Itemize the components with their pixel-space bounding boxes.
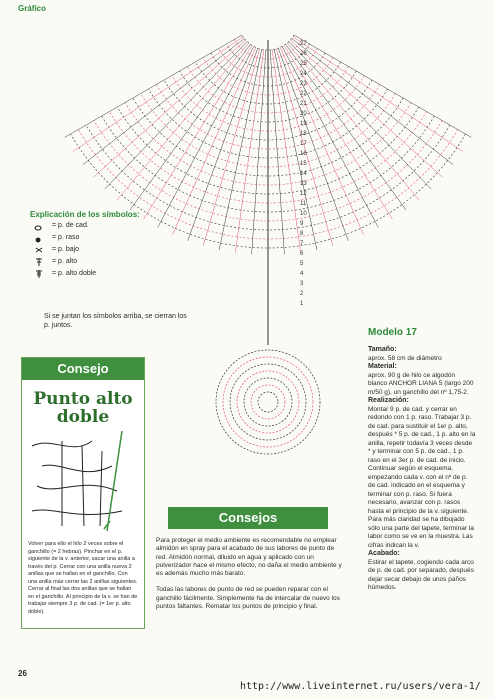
symbol-legend bbox=[30, 209, 180, 280]
legend-item bbox=[30, 256, 180, 268]
chart-row-number: 6 bbox=[300, 251, 304, 257]
legend-item bbox=[30, 268, 180, 280]
chart-row-number: 14 bbox=[300, 171, 307, 177]
modelo-section-title: Acabado: bbox=[368, 550, 400, 557]
chart-row-number: 3 bbox=[300, 281, 304, 287]
chart-row-number: 16 bbox=[300, 151, 307, 157]
modelo-title: Modelo 17 bbox=[368, 327, 417, 338]
chart-row-number: 1 bbox=[300, 301, 304, 307]
chart-row-number: 11 bbox=[300, 201, 307, 207]
double-crochet-symbol bbox=[30, 257, 52, 267]
chart-stitch-column bbox=[294, 35, 472, 138]
section-label: Gráfico bbox=[18, 4, 47, 13]
legend-item bbox=[30, 220, 180, 232]
chart-stitch-column bbox=[292, 38, 454, 164]
consejos-paragraph-2: Todas las labores de punto de red se pueden reparar con el ganchillo fácilmente. Simplemente ha de intercalar de nuevo los puntos faltantes. Rematar los puntos de principio y final. bbox=[156, 586, 340, 611]
chart-circle-round bbox=[223, 357, 313, 447]
chart-stitch-column bbox=[130, 44, 250, 210]
chart-stitch-column bbox=[64, 35, 242, 138]
chart-circle-round bbox=[216, 350, 320, 454]
chart-stitch-column bbox=[117, 43, 249, 200]
legend-item bbox=[30, 232, 180, 244]
chart-stitch-column bbox=[188, 48, 258, 241]
legend-note: Si se juntan los símbolos arriba, se cierran los p. juntos. bbox=[44, 313, 187, 329]
chart-stitch-column bbox=[252, 50, 266, 255]
slip-stitch-symbol bbox=[30, 233, 52, 243]
chart-row-number: 4 bbox=[300, 271, 304, 277]
modelo-section-title: Realización: bbox=[368, 397, 409, 404]
chart-stitch-column bbox=[235, 50, 264, 253]
modelo-section-text: aprox. 58 cm de diámetro bbox=[368, 354, 442, 362]
consejo-heading: Consejo bbox=[22, 358, 144, 380]
chart-stitch-column bbox=[83, 38, 245, 164]
chart-stitch-column bbox=[293, 37, 463, 152]
legend-item-label: = p. raso bbox=[52, 234, 80, 241]
consejos-heading: Consejos bbox=[168, 507, 328, 529]
chart-stitch-column bbox=[282, 46, 378, 227]
chart-circle-round bbox=[258, 392, 278, 412]
chart-circle-round bbox=[251, 385, 285, 419]
modelo-section-text: aprox. 90 g de hilo ce algodón blanco ANCHOR LIANA 5 (largo 200 m/50 g), un ganchillo del nº 1,75-2. bbox=[368, 371, 474, 396]
chart-row-number: 13 bbox=[300, 181, 307, 187]
chart-row-number: 21 bbox=[300, 101, 307, 107]
legend-item-label: = p. alto bbox=[52, 258, 78, 265]
chart-row-number: 9 bbox=[300, 221, 304, 227]
chart-row-number: 8 bbox=[300, 231, 304, 237]
consejo-box bbox=[21, 357, 145, 629]
legend-item-label: = p. de cad. bbox=[52, 222, 89, 229]
chart-row-number: 25 bbox=[300, 61, 307, 67]
consejo-title-line2: doble bbox=[56, 407, 110, 427]
chart-stitch-column bbox=[73, 37, 243, 152]
legend-item bbox=[30, 244, 180, 256]
consejos-paragraph-1: Para proteger el medio ambiente es recomendable no emplear almidón en spray para el acabado de sus labores de punto de red. Almidón normal, diluido en agua y aplicado con un pulverizador hace el mismo efecto, no daña el medio ambiente y es además mucho más barato. bbox=[156, 537, 342, 578]
single-crochet-symbol bbox=[30, 245, 52, 255]
chain-stitch-symbol bbox=[30, 221, 52, 231]
modelo-instructions bbox=[368, 327, 476, 593]
chart-stitch-column bbox=[290, 40, 442, 177]
chart-row-number: 20 bbox=[300, 111, 307, 117]
chart-row-number: 15 bbox=[300, 161, 307, 167]
chart-row-number: 12 bbox=[300, 191, 307, 197]
legend-title: Explicación de los símbolos: bbox=[30, 210, 140, 219]
modelo-section-text: Montar 9 p. de cad. y cerrar en redondo con 1 p. raso. Trabajar 3 p. de cad. para sustituir el 1er p. alto, después * 5 p. de cad., 1 p. alto en la anilla, repetir todavía 3 veces desde * y terminar con 5 p. de cad., 1 p. raso en el 3er p. de cad. de inicio. Continuar según el esquema, empezando cada v. con el nº de p. de cad. indicado en el esquema y terminar con p. raso. Si fuera necesario, avanzar con p. rasos hasta el principio de la v. siguiente. Para más claridad se ha dibujado sólo una parte del tapete, terminar la labor como se ve en la muestra. Las cifras indican la v. bbox=[368, 405, 476, 549]
chart-row-number: 2 bbox=[300, 291, 304, 297]
chart-row-number: 17 bbox=[300, 141, 307, 147]
chart-circle-round bbox=[230, 364, 306, 440]
chart-stitch-column bbox=[274, 49, 317, 250]
source-url: http://www.liveinternet.ru/users/vera-1/ bbox=[240, 681, 481, 692]
chart-row-number: 5 bbox=[300, 261, 304, 267]
chart-row-number: 23 bbox=[300, 81, 307, 87]
chart-row-number: 26 bbox=[300, 51, 307, 57]
stitch-illustration-image bbox=[22, 426, 142, 536]
chart-row-number: 27 bbox=[300, 41, 307, 47]
consejo-title-line1: Punto alto bbox=[33, 389, 133, 409]
chart-stitch-column bbox=[219, 49, 262, 250]
modelo-section-text: Estirar el tapete, cogiendo cada arco de p. de cad. por separado, después dejar secar debajo de unos paños húmedos. bbox=[368, 558, 474, 591]
chart-row-number: 22 bbox=[300, 91, 307, 97]
consejos-box bbox=[156, 507, 344, 627]
chart-stitch-column bbox=[287, 43, 419, 200]
chart-row-number: 7 bbox=[300, 241, 304, 247]
page-number: 26 bbox=[18, 669, 27, 678]
modelo-section-title: Tamaño: bbox=[368, 346, 397, 353]
treble-crochet-symbol bbox=[30, 269, 52, 279]
modelo-section-title: Material: bbox=[368, 363, 397, 370]
chart-circle-round bbox=[237, 371, 299, 433]
chart-row-number: 10 bbox=[300, 211, 307, 217]
chart-stitch-column bbox=[93, 40, 245, 177]
chart-stitch-column bbox=[158, 46, 254, 227]
legend-item-label: = p. bajo bbox=[52, 246, 80, 253]
consejo-text: Volver para ello el hilo 2 veces sobre el ganchillo (= 2 hebras). Pinchar en el p. siguiente de la v. anterior, sacar una anilla a través del p. Cerrar con una anilla nueva 2 anillas que se hallan en el ganchillo. Con una anilla más cerrar las 2 anillas siguientes. Cerrar al final las dos anillas que se hallan en el ganchillo. Al principio de la v. se han de trabajar siempre 3 p. de cad. (= 1er p. alto doble). bbox=[28, 541, 138, 615]
chart-stitch-column bbox=[270, 50, 284, 255]
chart-row-number: 18 bbox=[300, 131, 307, 137]
chart-row-number: 24 bbox=[300, 71, 307, 77]
chart-stitch-column bbox=[272, 50, 301, 253]
legend-item-label: = p. alto doble bbox=[52, 270, 97, 277]
chart-row-number: 19 bbox=[300, 121, 307, 127]
chart-stitch-column bbox=[278, 48, 348, 241]
